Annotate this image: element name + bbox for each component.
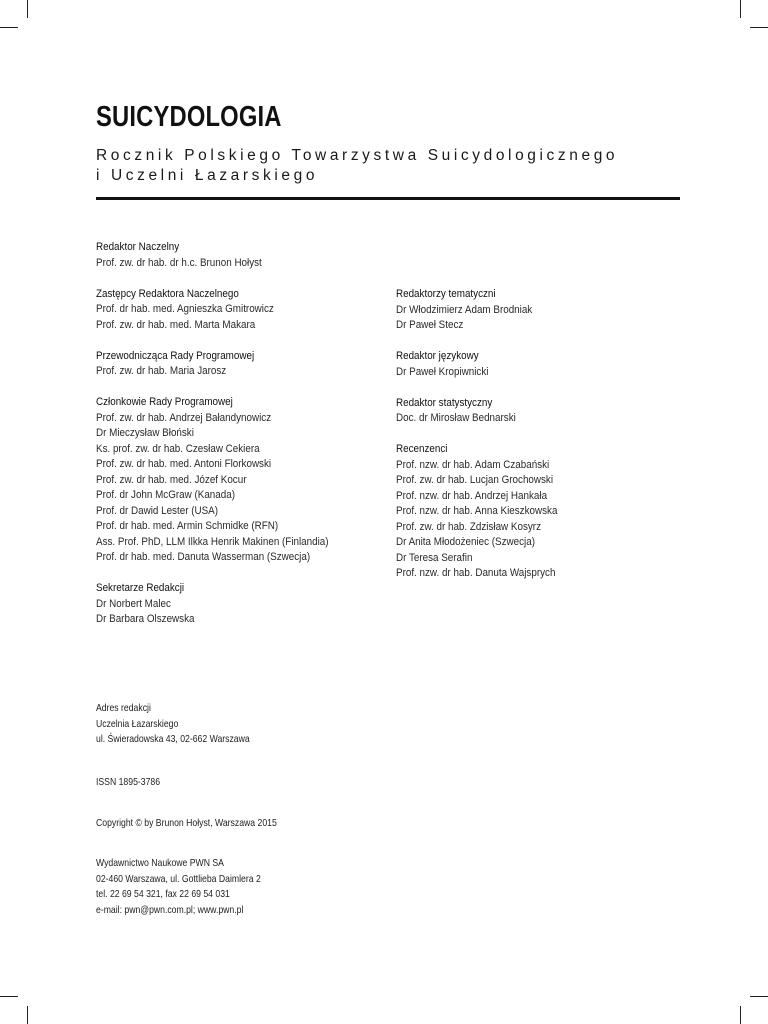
crop-mark-top-left-horizontal — [0, 27, 18, 28]
section-member: Prof. zw. dr hab. med. Józef Kocur — [96, 473, 247, 486]
journal-title: SUICYDOLOGIA — [96, 101, 282, 133]
editorial-section — [96, 581, 378, 628]
publisher-name: Wydawnictwo Naukowe PWN SA — [96, 858, 224, 869]
section-member: Dr Mieczysław Błoński — [96, 427, 194, 439]
section-member: Prof. zw. dr hab. dr h.c. Brunon Hołyst — [96, 256, 262, 269]
section-member: Dr Anita Młodożeniec (Szwecja) — [396, 536, 535, 548]
editorial-section — [396, 442, 678, 582]
publisher-info — [96, 856, 261, 918]
section-member: Prof. nzw. dr hab. Danuta Wajsprych — [396, 567, 556, 579]
section-member: Prof. zw. dr hab. Zdzisław Kosyrz — [396, 520, 541, 533]
section-member: Ks. prof. zw. dr hab. Czesław Cekiera — [96, 442, 260, 455]
section-member: Dr Paweł Stecz — [396, 319, 464, 331]
section-member: Prof. zw. dr hab. med. Antoni Florkowski — [96, 458, 272, 470]
publisher-contact: e-mail: pwn@pwn.com.pl; www.pwn.pl — [96, 904, 244, 916]
section-member: Prof. zw. dr hab. Maria Jarosz — [96, 365, 227, 377]
issn: ISSN 1895-3786 — [96, 777, 161, 788]
section-heading: Redaktor statystyczny — [396, 396, 493, 409]
section-member: Dr Włodzimierz Adam Brodniak — [396, 303, 533, 316]
section-member: Dr Barbara Olszewska — [96, 613, 195, 625]
editorial-section — [96, 395, 378, 566]
section-heading: Redaktor językowy — [396, 350, 479, 362]
section-member: Prof. nzw. dr hab. Andrzej Hankała — [396, 489, 548, 502]
journal-subtitle — [96, 146, 618, 186]
crop-mark-bottom-right-horizontal — [750, 996, 768, 997]
section-member: Ass. Prof. PhD, LLM Ilkka Henrik Makinen (Finlandia) — [96, 535, 329, 548]
section-member: Dr Teresa Serafin — [396, 551, 473, 564]
editorial-section — [96, 240, 378, 271]
section-heading: Przewodnicząca Rady Programowej — [96, 349, 255, 362]
publisher-phone: tel. 22 69 54 321, fax 22 69 54 031 — [96, 889, 230, 900]
section-member: Prof. zw. dr hab. Andrzej Bałandynowicz — [96, 411, 272, 424]
editorial-board-right-column — [396, 287, 678, 597]
section-member: Doc. dr Mirosław Bednarski — [396, 412, 516, 424]
section-heading: Recenzenci — [396, 443, 448, 455]
section-member: Prof. dr hab. med. Armin Schmidke (RFN) — [96, 520, 279, 532]
section-member: Prof. dr John McGraw (Kanada) — [96, 489, 235, 501]
publisher-address: 02-460 Warszawa, ul. Gottlieba Daimlera 2 — [96, 873, 261, 885]
crop-mark-bottom-left-horizontal — [0, 996, 18, 997]
copyright-notice: Copyright © by Brunon Hołyst, Warszawa 2015 — [96, 818, 277, 829]
crop-mark-top-right-horizontal — [750, 27, 768, 28]
journal-subtitle-line1: Rocznik Polskiego Towarzystwa Suicydologicznego — [96, 147, 619, 164]
section-member: Prof. dr Dawid Lester (USA) — [96, 504, 219, 517]
journal-subtitle-line2: i Uczelni Łazarskiego — [96, 167, 319, 184]
crop-mark-bottom-left — [27, 1006, 28, 1024]
section-heading: Zastępcy Redaktora Naczelnego — [96, 287, 239, 300]
section-member: Prof. zw. dr hab. Lucjan Grochowski — [396, 474, 554, 486]
editorial-section — [396, 396, 678, 427]
section-member: Dr Paweł Kropiwnicki — [396, 365, 489, 378]
section-heading: Redaktorzy tematyczni — [396, 288, 496, 300]
section-heading: Redaktor Naczelny — [96, 241, 180, 253]
header-rule — [96, 197, 680, 200]
editorial-section — [96, 287, 378, 334]
address-line1: Uczelnia Łazarskiego — [96, 718, 179, 730]
editorial-section — [96, 349, 378, 380]
section-member: Prof. nzw. dr hab. Adam Czabański — [396, 458, 550, 471]
crop-mark-top-left — [27, 0, 28, 18]
section-member: Prof. dr hab. med. Danuta Wasserman (Szwecja) — [96, 551, 311, 563]
editorial-board-left-column — [96, 240, 378, 643]
section-member: Prof. dr hab. med. Agnieszka Gmitrowicz — [96, 303, 274, 315]
editorial-section — [396, 287, 678, 334]
editorial-address — [96, 701, 250, 748]
section-member: Prof. zw. dr hab. med. Marta Makara — [96, 318, 256, 331]
section-heading: Członkowie Rady Programowej — [96, 396, 233, 408]
section-heading: Sekretarze Redakcji — [96, 582, 185, 594]
editorial-section — [396, 349, 678, 380]
address-label: Adres redakcji — [96, 703, 151, 714]
crop-mark-top-right — [740, 0, 741, 18]
crop-mark-bottom-right — [740, 1006, 741, 1024]
section-member: Prof. nzw. dr hab. Anna Kieszkowska — [396, 505, 558, 517]
section-member: Dr Norbert Malec — [96, 597, 171, 610]
address-line2: ul. Świeradowska 43, 02-662 Warszawa — [96, 734, 250, 745]
